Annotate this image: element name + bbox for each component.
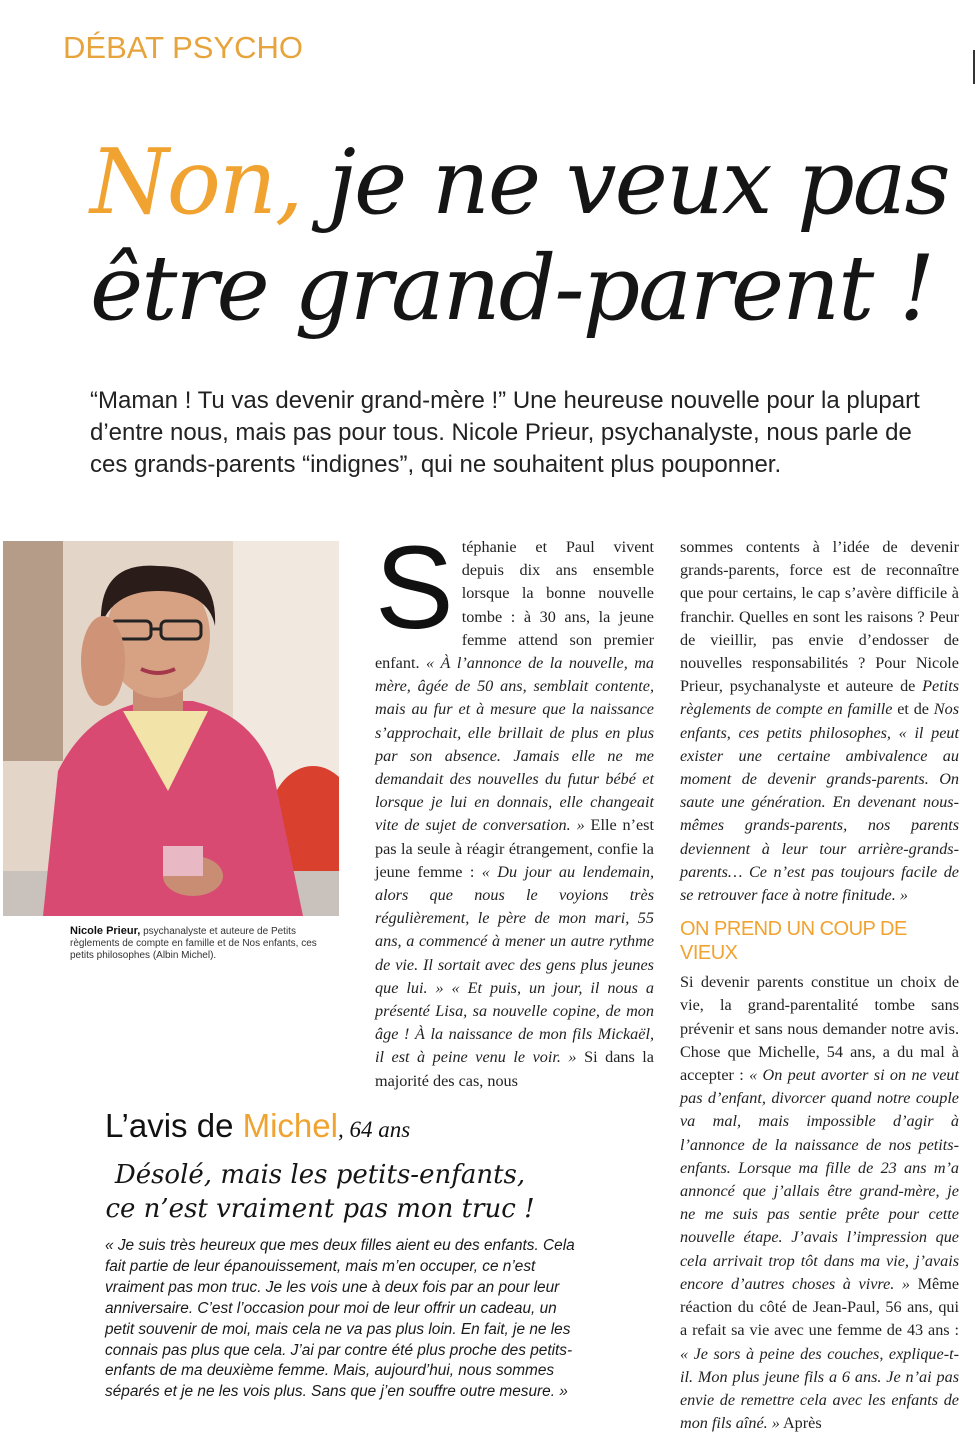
- caption-name: Nicole Prieur,: [70, 925, 141, 937]
- col3-paragraph-2: [680, 971, 959, 1435]
- col3-text-3: Si devenir parents constitue un choix de vie, la grand-parentalité tombe sans prévenir et sans nous demander notre avis. Chose que Michelle, 54 ans, a du mal à accepter :: [680, 973, 959, 1085]
- article-column-3: [680, 536, 959, 1435]
- article-column-2: [375, 522, 655, 1093]
- headline-line2: être grand-parent !: [90, 236, 934, 341]
- avis-prefix: L’avis de: [105, 1107, 243, 1144]
- avis-age: , 64 ans: [337, 1117, 411, 1142]
- section-label: DÉBAT PSYCHO: [63, 30, 304, 65]
- dropcap: S: [375, 522, 454, 654]
- col3-quote-2: « On peut avorter si on ne veut pas d’enfant, divorcer quand notre couple va mal, mais impossible d’agir à l’annonce de la naissance de nos petits-enfants. Lorsque ma fille de 23 ans m’a annoncé que j’allais être grand-mère, je ne me suis pas sentie prête pour cette nouvelle étape. J’avais l’impression que cela arrivait trop tôt dans ma vie, j’avais encore d’autres choses à vivre. »: [680, 1066, 960, 1293]
- col3-text-2: et de: [892, 700, 934, 719]
- avis-quote-line1: Désolé, mais les petits-enfants,: [114, 1160, 526, 1190]
- col3-paragraph-1: [680, 536, 959, 907]
- portrait-photo: [3, 541, 339, 916]
- headline: [90, 130, 970, 342]
- col2-quote-2: « Du jour au lendemain, alors que nous le voyions très régulièrement, le père de mon mari, 55 ans, a commencé à mener un autre rythme de vie. Il sortait avec des gens plus jeunes que lui. » « Et puis, un jour, il nous a présenté Lisa, sa nouvelle copine, de mon âge ! À la naissance de mon fils Mickaël, il est à peine venu le voir. »: [375, 862, 655, 1067]
- avis-name: Michel: [242, 1107, 338, 1144]
- col3-text-5: Après: [779, 1414, 822, 1433]
- subheading: ON PREND UN COUP DE VIEUX: [680, 918, 907, 965]
- photo-caption: [70, 925, 340, 962]
- caption-text: psychanalyste et auteure de Petits règlements de compte en famille et de Nos enfants, ces petits philosophes (Albin Michel).: [70, 926, 317, 961]
- headline-accent: Non,: [90, 130, 302, 235]
- portrait-illustration: [3, 541, 339, 916]
- margin-rule: [973, 50, 975, 84]
- avis-quote-line2: ce n’est vraiment pas mon truc !: [105, 1194, 535, 1224]
- col3-text-1: sommes contents à l’idée de devenir grands-parents, force est de reconnaître que pour certains, le cap s’avère difficile à franchir. Quelles en sont les raisons ? Peur de vieillir, pas envie d’endosser de nouvelles responsabilités ? Pour Nicole Prieur, psychanalyste et auteure de: [680, 538, 959, 696]
- avis-title: [105, 1107, 410, 1145]
- col2-quote-1: « À l’annonce de la nouvelle, ma mère, âgée de 50 ans, semblait contente, mais au fur et à mesure que la naissance s’approchait, elle brillait de plus en plus par son absence. Jamais elle ne me demandait des nouvelles du futur bébé et lorsque je lui en donnais, elle changeait vite de sujet de conversation. »: [375, 654, 654, 835]
- col3-quote-3: « Je sors à peine des couches, explique-t-il. Mon plus jeune fils a 6 ans. Je n’ai pas envie de remettre cela avec les enfants de mon fils aîné. »: [680, 1344, 959, 1433]
- col2-text-3: Si dans la majorité des cas, nous: [375, 1048, 654, 1090]
- col2-text-1: téphanie et Paul vivent depuis dix ans ensemble lorsque la bonne nouvelle tombe : à 30 ans, la jeune femme attend son premier enfant.: [375, 538, 654, 673]
- avis-pull-quote: [100, 1158, 540, 1226]
- col3-book-title-1: Petits règlements de compte en famille: [680, 677, 959, 719]
- col3-text-4: Même réaction du côté de Jean-Paul, 56 ans, qui a refait sa vie avec une femme de 43 ans :: [680, 1274, 960, 1340]
- avis-body: « Je suis très heureux que mes deux filles aient eu des enfants. Cela fait partie de leur épanouissement, mais m’en occuper, ce n’est vraiment pas mon truc. Je les vois une à deux fois par an pour leur anniversaire. C’est l’occasion pour moi de leur offrir un cadeau, un petit souvenir de moi, mais cela ne va pas plus loin. En fait, je ne les connais pas plus que cela. J’ai par contre été plus proche des petits-enfants de ma deuxième femme. Mais, aujourd’hui, nous sommes séparés et je ne les vois plus. Sans que j’en souffre outre mesure. »: [105, 1237, 575, 1401]
- col3-quote-1: Nos enfants, ces petits philosophes, « il peut exister une certaine ambivalence au moment de devenir grands-parents. On saute une génération. En devenant nous-mêmes grands-parents, nos parents deviennent à leur tour arrière-grands-parents… Ce n’est pas toujours facile de se retrouver face à notre finitude. »: [680, 700, 959, 905]
- standfirst: “Maman ! Tu vas devenir grand-mère !” Une heureuse nouvelle pour la plupart d’entre nous, mais pas pour tous. Nicole Prieur, psychanalyste, nous parle de ces grands-parents “indignes”, qui ne souhaitent plus pouponner.: [90, 387, 920, 478]
- col2-text-2: Elle n’est pas la seule à réagir étrangement, confie la jeune femme :: [375, 816, 654, 881]
- headline-line1: je ne veux pas: [301, 130, 949, 235]
